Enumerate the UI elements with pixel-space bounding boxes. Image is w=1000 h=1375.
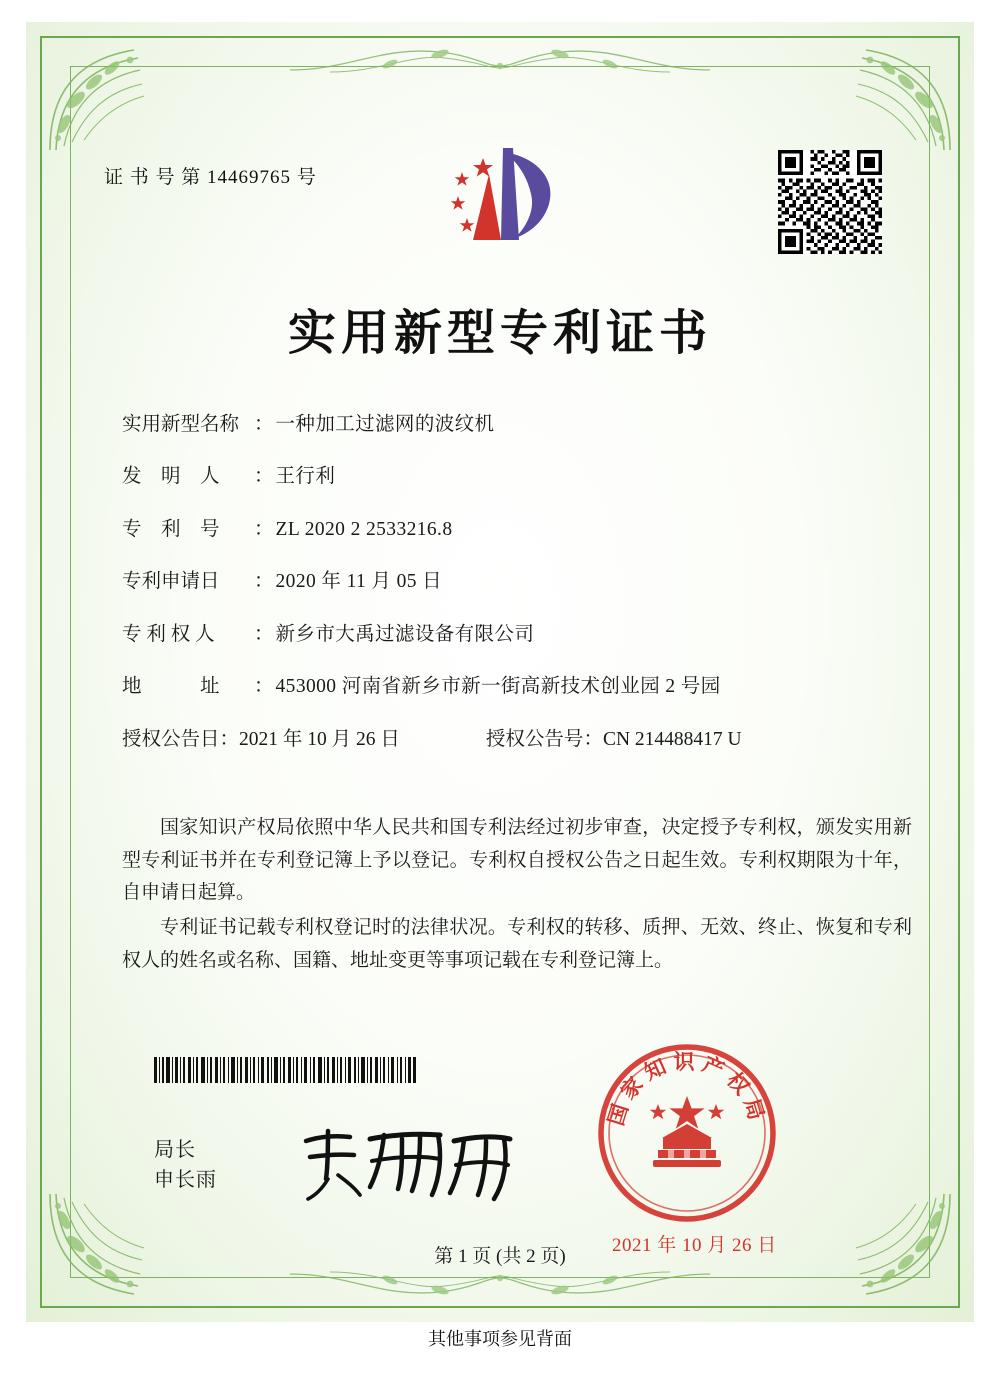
- field-utility-model-name: [122, 414, 902, 435]
- field-colon: ：: [254, 571, 274, 593]
- signature-block: [154, 1135, 217, 1195]
- field-colon: ：: [254, 676, 274, 698]
- legal-paragraph: 国家知识产权局依照中华人民共和国专利法经过初步审查，决定授予专利权，颁发实用新型专利证书并在专利登记簿上予以登记。专利权自授权公告之日起生效。专利权期限为十年，自申请日起算。: [122, 817, 912, 904]
- signature-name: 申长雨: [154, 1169, 217, 1191]
- publication-date-label: 授权公告日: [122, 728, 220, 750]
- seal-date: 2021 年 10 月 26 日: [612, 1235, 777, 1256]
- field-patentee: [122, 624, 902, 645]
- certificate-number: 证 书 号 第 14469765 号: [104, 167, 317, 188]
- field-label: 发 明 人: [122, 466, 220, 488]
- field-colon: ：: [254, 623, 274, 645]
- publication-number-value: CN 214488417 U: [602, 728, 742, 750]
- field-label: 专利申请日: [122, 571, 220, 593]
- field-patent-number: [122, 519, 902, 540]
- field-value: ZL 2020 2 2533216.8: [275, 518, 453, 540]
- field-address: [122, 676, 902, 697]
- field-label: 地 址: [122, 676, 220, 698]
- page-title: 实用新型专利证书: [287, 305, 712, 361]
- field-label: 专 利 权 人: [122, 623, 215, 645]
- barcode-icon: [154, 1057, 416, 1083]
- top-border-ornament-icon: [290, 36, 710, 80]
- field-label: 实用新型名称: [122, 414, 240, 435]
- field-colon: ：: [583, 728, 603, 750]
- field-colon: ：: [254, 518, 274, 540]
- handwritten-signature-icon: [298, 1117, 518, 1207]
- signature-role: 局长: [154, 1139, 196, 1161]
- seal-text: 国家知识产权局: [603, 1050, 771, 1129]
- bottom-border-ornament-icon: [290, 1264, 710, 1308]
- back-side-note: 其他事项参见背面: [428, 1329, 572, 1349]
- legal-paragraph: 专利证书记载专利权登记时的法律状况。专利权的转移、质押、无效、终止、恢复和专利权人的姓名或名称、国籍、地址变更等事项记载在专利登记簿上。: [122, 917, 912, 971]
- field-inventor: [122, 466, 902, 487]
- patent-fields: [122, 414, 902, 768]
- field-colon: ：: [254, 414, 274, 435]
- publication-number-label: 授权公告号: [485, 728, 584, 750]
- field-value: 王行利: [275, 466, 336, 488]
- field-value: 新乡市大禹过滤设备有限公司: [275, 623, 535, 645]
- field-value: 2020 年 11 月 05 日: [275, 571, 443, 593]
- page-number: 第 1 页 (共 2 页): [434, 1246, 566, 1267]
- field-value: 一种加工过滤网的波纹机: [275, 414, 495, 435]
- field-value: 453000 河南省新乡市新一街高新技术创业园 2 号园: [275, 676, 721, 698]
- legal-text-block: [122, 812, 912, 979]
- field-application-date: [122, 571, 902, 592]
- patent-certificate-page: [26, 22, 974, 1322]
- qr-code-icon[interactable]: [778, 150, 882, 254]
- field-colon: ：: [219, 728, 240, 750]
- field-colon: ：: [254, 466, 274, 488]
- official-seal-icon: [596, 1042, 778, 1224]
- cnipa-logo-icon: [415, 140, 585, 260]
- corner-ornament-icon: [838, 38, 958, 158]
- field-publication: [122, 729, 902, 750]
- corner-ornament-icon: [42, 38, 162, 158]
- field-label: 专 利 号: [122, 518, 220, 540]
- publication-date-value: 2021 年 10 月 26 日: [239, 728, 400, 750]
